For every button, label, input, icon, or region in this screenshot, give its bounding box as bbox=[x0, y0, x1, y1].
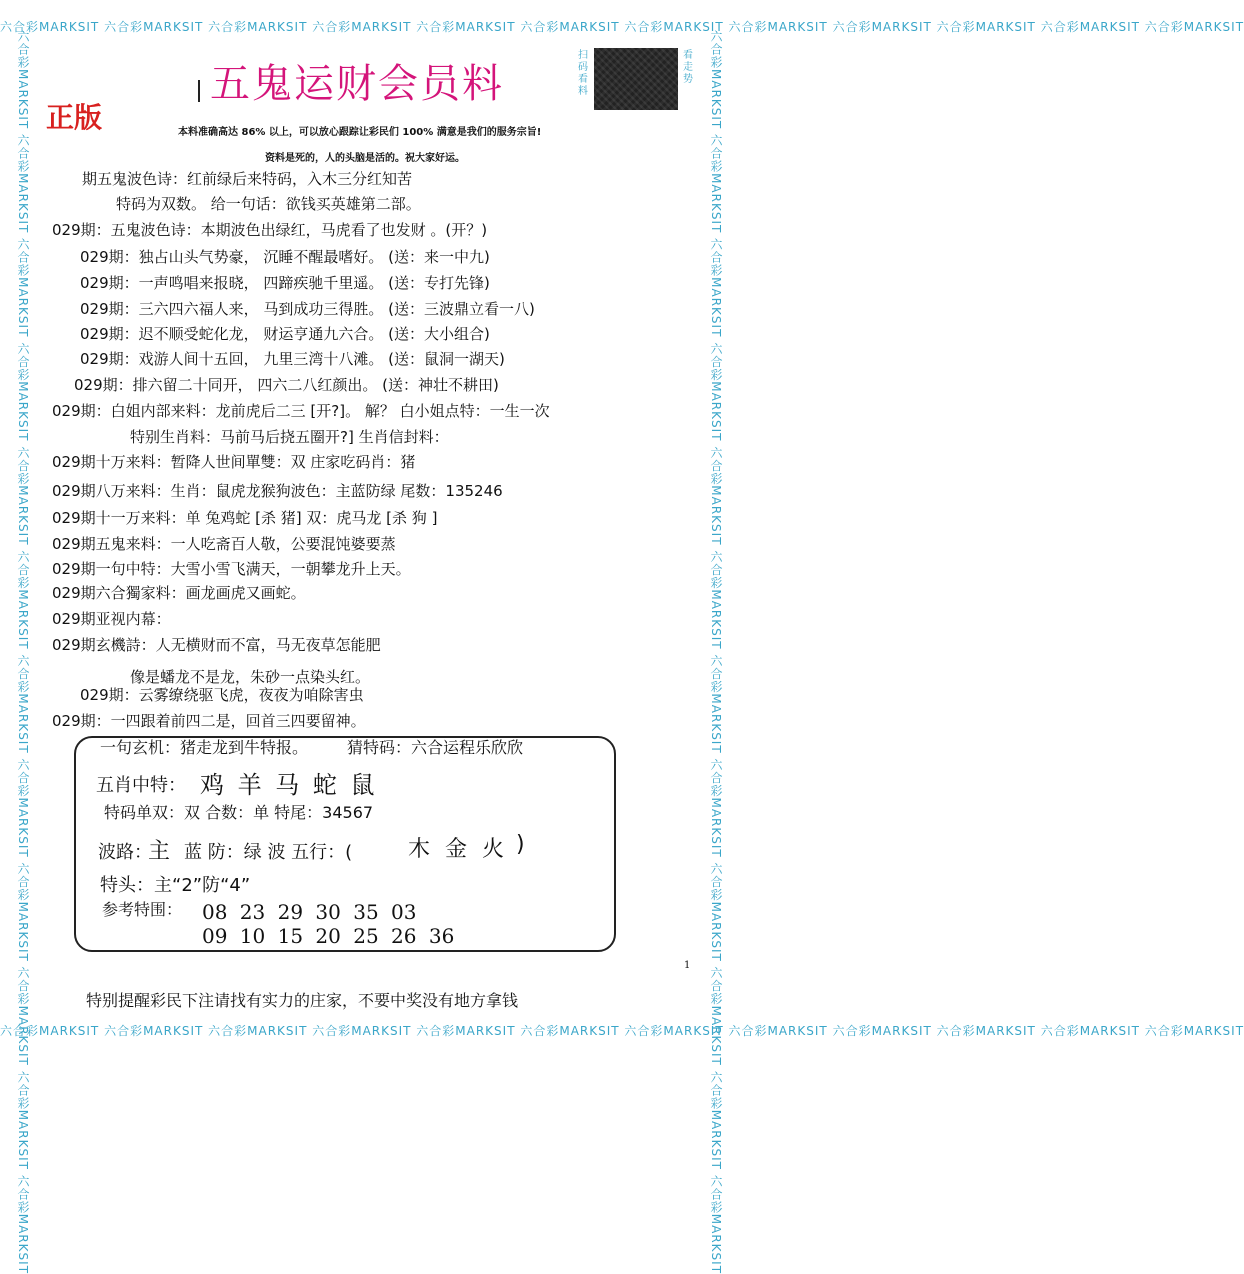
watermark-border-left: 六合彩MARKSIT 六合彩MARKSIT 六合彩MARKSIT 六合彩MARKSIT 六合彩MARKSIT 六合彩MARKSIT 六合彩MARKSIT 六合彩MARKSIT 六合彩MARKSIT 六合彩MARKSIT 六合彩MARKSIT 六合彩MARKSIT bbox=[16, 30, 30, 1274]
poem-line: 期五鬼波色诗：红前绿后来特码，入木三分红知苦 bbox=[82, 170, 413, 188]
poem-line: 029期五鬼来料：一人吃斋百人敬，公要混饨婆要蒸 bbox=[52, 535, 396, 553]
five-zodiac-values: 鸡 羊 马 蛇 鼠 bbox=[200, 771, 378, 799]
qr-left-text: 扫码看料 bbox=[578, 50, 588, 97]
poem-line: 029期亚视内幕： bbox=[52, 610, 171, 628]
tagline-secondary: 资料是死的，人的头脑是活的。祝大家好运。 bbox=[265, 153, 465, 164]
wave-label: 波路： bbox=[98, 842, 152, 863]
poem-line: 029期：一四跟着前四二是，回首三四要留神。 bbox=[52, 712, 366, 730]
poem-line: 029期：云雾缭绕驱飞虎，夜夜为咱除害虫 bbox=[80, 686, 364, 704]
poem-line: 特码为双数。 给一句话：欲钱买英雄第二部。 bbox=[116, 195, 421, 213]
poem-line: 029期：迟不顺受蛇化龙， 财运亨通九六合。 (送：大小组合) bbox=[80, 325, 490, 343]
qr-code-image[interactable] bbox=[594, 48, 678, 110]
poem-line: 029期十一万来料：单 兔鸡蛇 [杀 猪] 双：虎马龙 [杀 狗 ] bbox=[52, 509, 438, 527]
watermark-border-right: 六合彩MARKSIT 六合彩MARKSIT 六合彩MARKSIT 六合彩MARKSIT 六合彩MARKSIT 六合彩MARKSIT 六合彩MARKSIT 六合彩MARKSIT 六合彩MARKSIT 六合彩MARKSIT 六合彩MARKSIT 六合彩MARKSIT bbox=[709, 30, 723, 1274]
poem-line: 特别生肖料：马前马后挠五圈开?] 生肖信封料： bbox=[130, 428, 449, 446]
poem-line: 029期十万来料：暂降人世间單雙：双 庄家吃码肖：猪 bbox=[52, 453, 416, 471]
poem-line: 029期一句中特：大雪小雪飞满天，一朝攀龙升上天。 bbox=[52, 560, 411, 578]
poem-line: 029期：独占山头气势豪， 沉睡不醒最嗜好。 (送：来一中九) bbox=[80, 248, 490, 266]
title-bar-decoration bbox=[198, 80, 200, 102]
five-elements: 木 金 火 bbox=[408, 837, 508, 862]
head-line: 特头：主“2”防“4” bbox=[100, 875, 251, 896]
poem-line: 029期六合獨家料：画龙画虎又画蛇。 bbox=[52, 584, 306, 602]
poem-line: 029期：白姐内部来料：龙前虎后二三 [开?]。 解？ 白小姐点特：一生一次 bbox=[52, 402, 550, 420]
wave-main: 主 bbox=[148, 839, 171, 864]
poem-line: 029期：戏游人间十五回， 九里三湾十八滩。 (送：鼠洞一湖天) bbox=[80, 350, 505, 368]
poem-line: 029期：排六留二十同开， 四六二八红颜出。 (送：神壮不耕田) bbox=[74, 376, 499, 394]
reference-row-2: 09 10 15 20 25 26 36 bbox=[202, 924, 455, 948]
reference-label: 参考特围： bbox=[102, 900, 183, 919]
poem-line: 029期八万来料：生肖：鼠虎龙猴狗波色：主蓝防绿 尾数：135246 bbox=[52, 482, 503, 500]
riddle-line: 一句玄机：猪走龙到牛特报。 bbox=[100, 738, 309, 757]
reference-row-1: 08 23 29 30 35 03 bbox=[202, 900, 417, 924]
tagline: 本料准确高达 86% 以上，可以放心跟踪让彩民们 100% 满意是我们的服务宗旨! bbox=[178, 127, 542, 138]
watermark-border-bottom: 六合彩MARKSIT 六合彩MARKSIT 六合彩MARKSIT 六合彩MARKSIT 六合彩MARKSIT 六合彩MARKSIT 六合彩MARKSIT 六合彩MARKSIT 六合彩MARKSIT 六合彩MARKSIT 六合彩MARKSIT 六合彩MARKSIT bbox=[0, 1024, 1244, 1038]
qr-right-text: 看走势 bbox=[683, 50, 693, 85]
poem-line: 029期：五鬼波色诗：本期波色出绿红，马虎看了也发财 。(开？) bbox=[52, 221, 488, 239]
guess-line: 猜特码：六合运程乐欣欣 bbox=[347, 738, 524, 757]
wave-rest: 蓝 防：绿 波 五行：( bbox=[184, 842, 353, 863]
authentic-stamp: 正版 bbox=[46, 101, 103, 134]
page-number: 1 bbox=[684, 960, 691, 971]
five-zodiac-label: 五肖中特： bbox=[96, 775, 186, 796]
footer-warning: 特别提醒彩民下注请找有实力的庄家，不要中奖没有地方拿钱 bbox=[86, 991, 519, 1010]
poem-line: 像是蟠龙不是龙，朱砂一点染头红。 bbox=[130, 668, 371, 686]
poem-line: 029期：一声鸣唱来报晓， 四蹄疾驰千里遥。 (送：专打先锋) bbox=[80, 274, 490, 292]
poem-line: 029期：三六四六福人来， 马到成功三得胜。 (送：三波鼎立看一八) bbox=[80, 300, 535, 318]
odd-even-line: 特码单双：双 合数：单 特尾：34567 bbox=[104, 803, 374, 822]
poem-line: 029期玄機詩：人无横财而不富，马无夜草怎能肥 bbox=[52, 636, 381, 654]
page-title: 五鬼运财会员料 bbox=[210, 61, 504, 107]
close-paren: ) bbox=[516, 832, 525, 857]
watermark-border-top: 六合彩MARKSIT 六合彩MARKSIT 六合彩MARKSIT 六合彩MARKSIT 六合彩MARKSIT 六合彩MARKSIT 六合彩MARKSIT 六合彩MARKSIT 六合彩MARKSIT 六合彩MARKSIT 六合彩MARKSIT 六合彩MARKSIT bbox=[0, 20, 1244, 34]
